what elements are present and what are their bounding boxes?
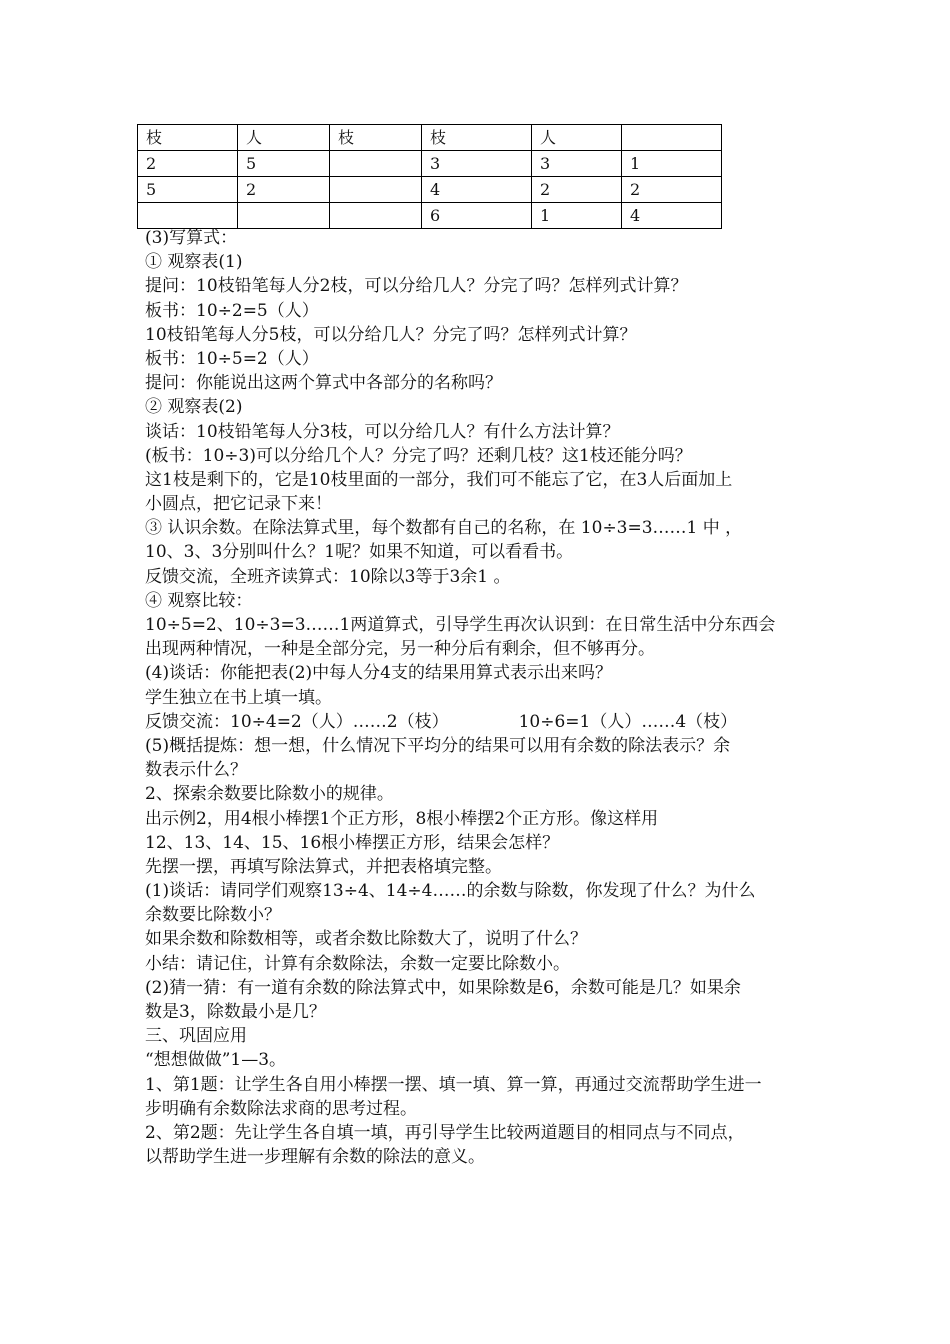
text-line: ① 观察表(1) [145,252,243,273]
table-cell: 2 [238,177,330,203]
table-cell: 2 [622,177,722,203]
text-line: 板书：10÷2=5（人） [145,300,319,321]
feedback-part-1: 反馈交流：10÷4=2（人）……2（枝） [145,711,449,732]
text-line: 小圆点，把它记录下来！ [145,494,332,515]
table-row [138,151,722,177]
text-line: ② 观察表(2) [145,397,243,418]
table-cell: 3 [422,151,532,177]
text-line: 学生独立在书上填一填。 [145,687,332,708]
text-line: 板书：10÷5=2（人） [145,348,319,369]
table-row [138,125,722,151]
table-row [138,203,722,229]
table-cell: 1 [532,203,622,229]
text-line: (3)写算式： [145,228,238,248]
table-cell: 3 [532,151,622,177]
table-cell: 1 [622,151,722,177]
table-cell [622,125,722,151]
text-line: ④ 观察比较： [145,590,253,611]
text-line: (2)猜一猜：有一道有余数的除法算式中，如果除数是6，余数可能是几？如果余 [145,977,741,998]
text-line: 10、3、3分别叫什么？1呢？如果不知道，可以看看书。 [145,542,574,563]
text-line: 数是3，除数最小是几？ [145,1002,326,1022]
table-cell: 人 [238,125,330,151]
table-cell: 枝 [422,125,532,151]
table-cell: 人 [532,125,622,151]
text-line: ③ 认识余数。在除法算式里，每个数都有自己的名称，在 10÷3=3……1 中 ， [145,518,743,539]
text-line: “想想做做”1—3。 [145,1050,287,1071]
text-line: 以帮助学生进一步理解有余数的除法的意义。 [145,1147,485,1168]
text-line: 出现两种情况，一种是全部分完，另一种分后有剩余，但不够再分。 [145,639,655,660]
data-table [137,124,722,229]
text-line: 提问：10枝铅笔每人分2枝，可以分给几人？分完了吗？怎样列式计算？ [145,276,688,297]
text-line: 如果余数和除数相等，或者余数比除数大了，说明了什么？ [145,929,587,950]
text-line: 2、探索余数要比除数小的规律。 [145,784,394,805]
text-line: (5)概括提炼：想一想，什么情况下平均分的结果可以用有余数的除法表示？余 [145,735,731,756]
table-cell: 4 [622,203,722,229]
table-cell [330,203,422,229]
table-cell: 5 [238,151,330,177]
text-line: 这1枝是剩下的，它是10枝里面的一部分，我们可不能忘了它，在3人后面加上 [145,469,733,490]
text-line: 10÷5=2、10÷3=3……1两道算式，引导学生再次认识到：在日常生活中分东西会 [145,615,776,635]
table-cell: 枝 [138,125,238,151]
feedback-part-2: 10÷6=1（人）……4（枝） [518,711,738,732]
text-line: 步明确有余数除法求商的思考过程。 [145,1098,417,1119]
text-line: 10枝铅笔每人分5枝，可以分给几人？分完了吗？怎样列式计算？ [145,324,637,345]
text-line: 先摆一摆，再填写除法算式，并把表格填完整。 [145,856,502,877]
table-cell: 6 [422,203,532,229]
text-line: 12、13、14、15、16根小棒摆正方形，结果会怎样？ [145,832,560,853]
table-cell: 2 [138,151,238,177]
table-cell: 2 [532,177,622,203]
text-line: 提问：你能说出这两个算式中各部分的名称吗？ [145,373,502,394]
text-line: (1)谈话：请同学们观察13÷4、14÷4……的余数与除数，你发现了什么？为什么 [145,881,756,902]
table-cell [330,177,422,203]
text-line: 小结：请记住，计算有余数除法，余数一定要比除数小。 [145,953,570,974]
section-heading: 三、巩固应用 [145,1026,247,1047]
table-row [138,177,722,203]
text-line: 出示例2，用4根小棒摆1个正方形，8根小棒摆2个正方形。像这样用 [145,808,659,829]
text-line: 数表示什么？ [145,760,247,781]
text-line: 1、第1题：让学生各自用小棒摆一摆、填一填、算一算，再通过交流帮助学生进一 [145,1074,762,1095]
text-line: 2、第2题：先让学生各自填一填，再引导学生比较两道题目的相同点与不同点， [145,1122,745,1143]
table-cell [330,151,422,177]
text-line: (4)谈话：你能把表(2)中每人分4支的结果用算式表示出来吗？ [145,663,612,684]
feedback-line [145,710,815,734]
text-line: 谈话：10枝铅笔每人分3枝，可以分给几人？有什么方法计算？ [145,421,620,442]
table-cell [138,203,238,229]
table-cell [238,203,330,229]
text-line: (板书：10÷3)可以分给几个人？分完了吗？还剩几枝？这1枝还能分吗？ [145,445,692,466]
table-cell: 4 [422,177,532,203]
table-cell: 5 [138,177,238,203]
table-cell: 枝 [330,125,422,151]
text-line: 余数要比除数小？ [145,905,281,926]
lesson-body [145,226,815,1169]
text-line: 反馈交流，全班齐读算式：10除以3等于3余1 。 [145,566,511,587]
